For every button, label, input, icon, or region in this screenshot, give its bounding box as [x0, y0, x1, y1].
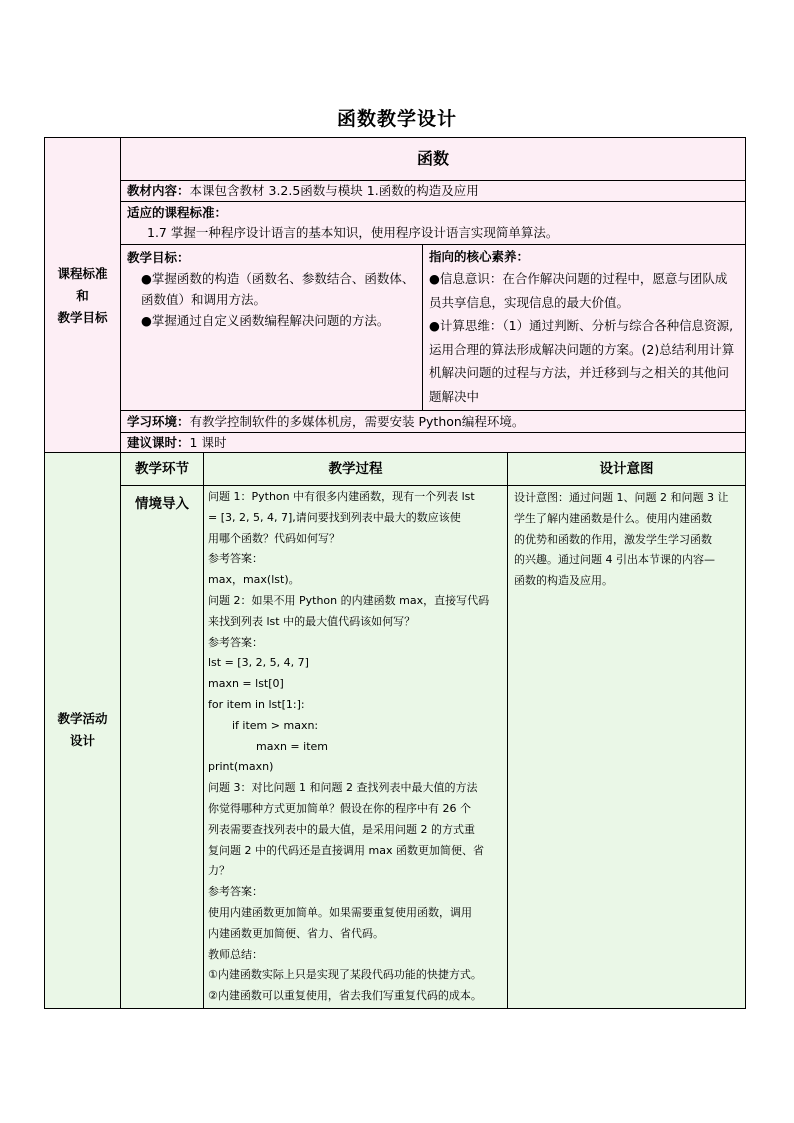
code-line: if item > maxn: — [232, 718, 319, 732]
material-text: 本课包含教材 3.2.5函数与模块 1.函数的构造及应用 — [189, 183, 479, 198]
col-header-stage: 教学环节 — [121, 453, 204, 486]
process-line: 内建函数更加简便、省力、省代码。 — [208, 926, 384, 940]
page-title: 函数教学设计 — [336, 108, 457, 130]
intent-cell — [508, 486, 746, 1009]
process-line: 复问题 2 中的代码还是直接调用 max 函数更加简便、省 — [208, 843, 484, 857]
process-line: 你觉得哪种方式更加简单？假设在你的程序中有 26 个 — [208, 801, 471, 815]
process-line: 用哪个函数？代码如何写？ — [208, 531, 340, 545]
literacy-item: ●计算思维：（1）通过判断、分析与综合各种信息资源,运用合理的算法形成解决问题的方案。(2)总结利用计算机解决问题的过程与方法，并迁移到与之相关的其他问题解决中 — [429, 318, 735, 404]
goals-label: 教学目标： — [127, 250, 190, 265]
process-line: 列表需要查找列表中的最大值，是采用问题 2 的方式重 — [208, 822, 475, 836]
literacy-cell — [423, 245, 746, 411]
hours-label: 建议课时： — [127, 435, 190, 450]
material-row — [121, 181, 746, 202]
env-label: 学习环境： — [127, 413, 190, 429]
side-label-standards — [45, 138, 121, 454]
process-line: 力？ — [208, 864, 230, 878]
process-line: 参考答案： — [208, 552, 263, 566]
environment-row — [121, 411, 746, 433]
process-line: max，max(lst)。 — [208, 573, 300, 587]
side-label-line: 设计 — [69, 733, 95, 749]
literacy-item: ●信息意识：在合作解决问题的过程中，愿意与团队成员共享信息，实现信息的最大价值。 — [429, 271, 728, 310]
intent-line: 设计意图：通过问题 1、问题 2 和问题 3 让 — [514, 491, 729, 504]
code-line: lst = [3, 2, 5, 4, 7] — [208, 656, 309, 670]
standards-table — [44, 137, 746, 454]
side-label-line: 教学活动 — [57, 711, 108, 727]
hours-text: 1 课时 — [189, 435, 227, 450]
literacy-label: 指向的核心素养： — [429, 249, 530, 264]
lesson-header: 函数 — [121, 138, 746, 181]
goals-cell — [121, 245, 423, 411]
code-line: for item in lst[1:]: — [208, 697, 305, 711]
process-line: 问题 2：如果不用 Python 的内建函数 max，直接写代码 — [208, 593, 490, 607]
process-line: 问题 1：Python 中有很多内建函数，现有一个列表 lst — [208, 490, 475, 503]
col-header-intent: 设计意图 — [508, 453, 746, 486]
env-text: 有教学控制软件的多媒体机房，需要安装 Python编程环境。 — [189, 413, 525, 429]
process-line: 教师总结： — [208, 947, 263, 961]
code-line: print(maxn) — [208, 760, 274, 774]
standard-row — [121, 202, 746, 245]
goal-item: ●掌握通过自定义函数编程解决问题的方法。 — [141, 313, 390, 328]
standard-text: 1.7 掌握一种程序设计语言的基本知识，使用程序设计语言实现简单算法。 — [147, 225, 559, 240]
intent-line: 学生了解内建函数是什么。使用内建函数 — [514, 511, 712, 525]
activity-table — [44, 452, 746, 1009]
goal-item: ●掌握函数的构造（函数名、参数结合、函数体、函数值）和调用方法。 — [141, 271, 415, 307]
process-line: = [3, 2, 5, 4, 7],请问要找到列表中最大的数应该使 — [208, 510, 461, 524]
side-label-line: 和 — [76, 287, 89, 303]
process-line: 来找到列表 lst 中的最大值代码该如何写？ — [208, 614, 416, 628]
process-line: 问题 3：对比问题 1 和问题 2 查找列表中最大值的方法 — [208, 781, 478, 795]
hours-row — [121, 433, 746, 454]
process-line: ①内建函数实际上只是实现了某段代码功能的快捷方式。 — [208, 968, 482, 982]
standard-label: 适应的课程标准： — [127, 205, 228, 220]
process-line: 参考答案： — [208, 635, 263, 649]
side-label-line: 教学目标 — [57, 309, 108, 325]
side-label-line: 课程标准 — [57, 265, 108, 281]
code-line: maxn = lst[0] — [208, 677, 284, 691]
process-cell — [204, 486, 508, 1009]
intent-line: 函数的构造及应用。 — [514, 574, 613, 588]
material-label: 教材内容： — [127, 183, 190, 198]
stage-cell: 情境导入 — [121, 486, 204, 1009]
intent-line: 的兴趣。通过问题 4 引出本节课的内容— — [514, 553, 715, 567]
col-header-process: 教学过程 — [204, 453, 508, 486]
side-label-activity — [45, 453, 121, 1009]
process-line: ②内建函数可以重复使用，省去我们写重复代码的成本。 — [208, 989, 482, 1003]
process-line: 使用内建函数更加简单。如果需要重复使用函数，调用 — [208, 905, 472, 919]
process-line: 参考答案： — [208, 885, 263, 899]
intent-line: 的优势和函数的作用，激发学生学习函数 — [514, 532, 712, 546]
code-line: maxn = item — [256, 739, 328, 753]
